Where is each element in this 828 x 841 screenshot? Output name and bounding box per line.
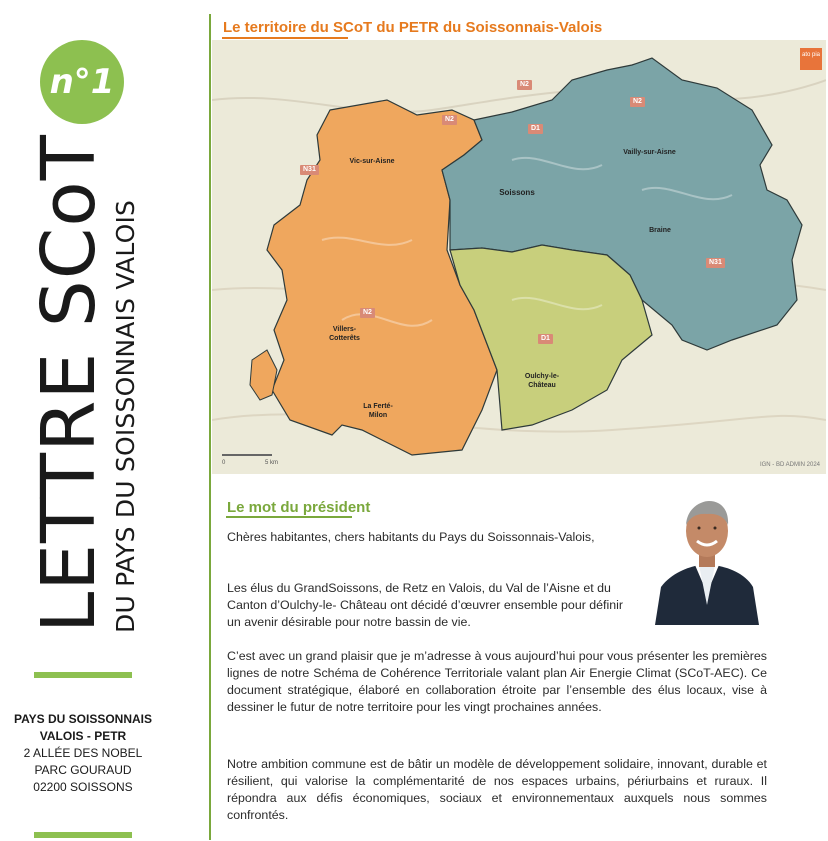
town-label: Soissons bbox=[499, 188, 535, 197]
town-label: Braine bbox=[649, 227, 671, 234]
road-label: N2 bbox=[630, 97, 645, 107]
address-place: PARC GOURAUD bbox=[34, 763, 132, 777]
road-label: N31 bbox=[300, 165, 319, 175]
town-label: Oulchy-le-Château bbox=[524, 373, 560, 389]
divider bbox=[34, 672, 132, 678]
divider bbox=[34, 832, 132, 838]
scale-label: 5 km bbox=[265, 460, 279, 466]
newsletter-title: LETTRE SCoT bbox=[26, 134, 112, 633]
address-city: 02200 SOISSONS bbox=[33, 780, 133, 794]
road-label: D1 bbox=[528, 124, 543, 134]
scale-bar bbox=[222, 454, 272, 456]
map-title: Le territoire du SCoT du PETR du Soissonnais-Valois bbox=[223, 19, 603, 36]
town-label: Vic-sur-Aisne bbox=[349, 158, 395, 165]
town-label: Villers-Cotterêts bbox=[329, 326, 360, 342]
body-paragraph: C’est avec un grand plaisir que je m’adresse à vous aujourd’hui pour vous présenter les premières lignes de notre Schéma de Cohérence Territoriale valant plan Air Energie Climat (SCoT-AEC). Ce document stratégique, élaboré en collaboration étroite par l’ensemble des élus locaux, vise à dessiner le futur de notre territoire pour les vingt prochaines années. bbox=[227, 649, 767, 714]
section-title: Le mot du président bbox=[227, 499, 371, 516]
scale-label: 0 bbox=[222, 460, 226, 466]
road-label: N31 bbox=[706, 258, 725, 268]
org-name-line2: VALOIS - PETR bbox=[39, 729, 127, 743]
sidebar bbox=[0, 0, 210, 841]
map-credit: IGN - BD ADMIN 2024 bbox=[759, 462, 820, 468]
road-label: N2 bbox=[442, 115, 457, 125]
road-label: D1 bbox=[538, 334, 553, 344]
publisher-logo: ato pia bbox=[800, 48, 822, 70]
column-divider bbox=[209, 14, 211, 840]
newsletter-subtitle: DU PAYS DU SOISSONNAIS VALOIS bbox=[111, 199, 140, 633]
road-label: N2 bbox=[360, 308, 375, 318]
address-block bbox=[10, 711, 156, 796]
town-label: Vailly-sur-Aisne bbox=[623, 149, 676, 156]
title-underline bbox=[222, 37, 348, 39]
president-photo bbox=[647, 495, 766, 625]
territory-map bbox=[212, 40, 826, 474]
address-street: 2 ALLÉE DES NOBEL bbox=[23, 746, 143, 760]
body-paragraph: Les élus du GrandSoissons, de Retz en Valois, du Val de l’Aisne et du Canton d’Oulchy-le- Château ont décidé d’œuvrer ensemble pour définir un avenir désirable pour notre bassin de vie. bbox=[227, 581, 624, 629]
org-name: PAYS DU SOISSONNAIS bbox=[13, 712, 153, 726]
issue-badge: n°1 bbox=[40, 40, 124, 124]
road-label: N2 bbox=[517, 80, 532, 90]
scale-labels bbox=[222, 460, 278, 466]
title-underline bbox=[226, 516, 352, 518]
greeting-paragraph: Chères habitantes, chers habitants du Pays du Soissonnais-Valois, bbox=[227, 530, 595, 544]
map-graphic bbox=[212, 40, 826, 474]
town-label: La Ferté-Milon bbox=[363, 403, 393, 419]
body-paragraph: Notre ambition commune est de bâtir un modèle de développement solidaire, innovant, durable et résilient, qui valorise la complémentarité de nos espaces urbains, périurbains et ruraux. Il répondra aux défis économiques, sociaux et environnementaux auxquels nous sommes confrontés. bbox=[227, 757, 767, 822]
